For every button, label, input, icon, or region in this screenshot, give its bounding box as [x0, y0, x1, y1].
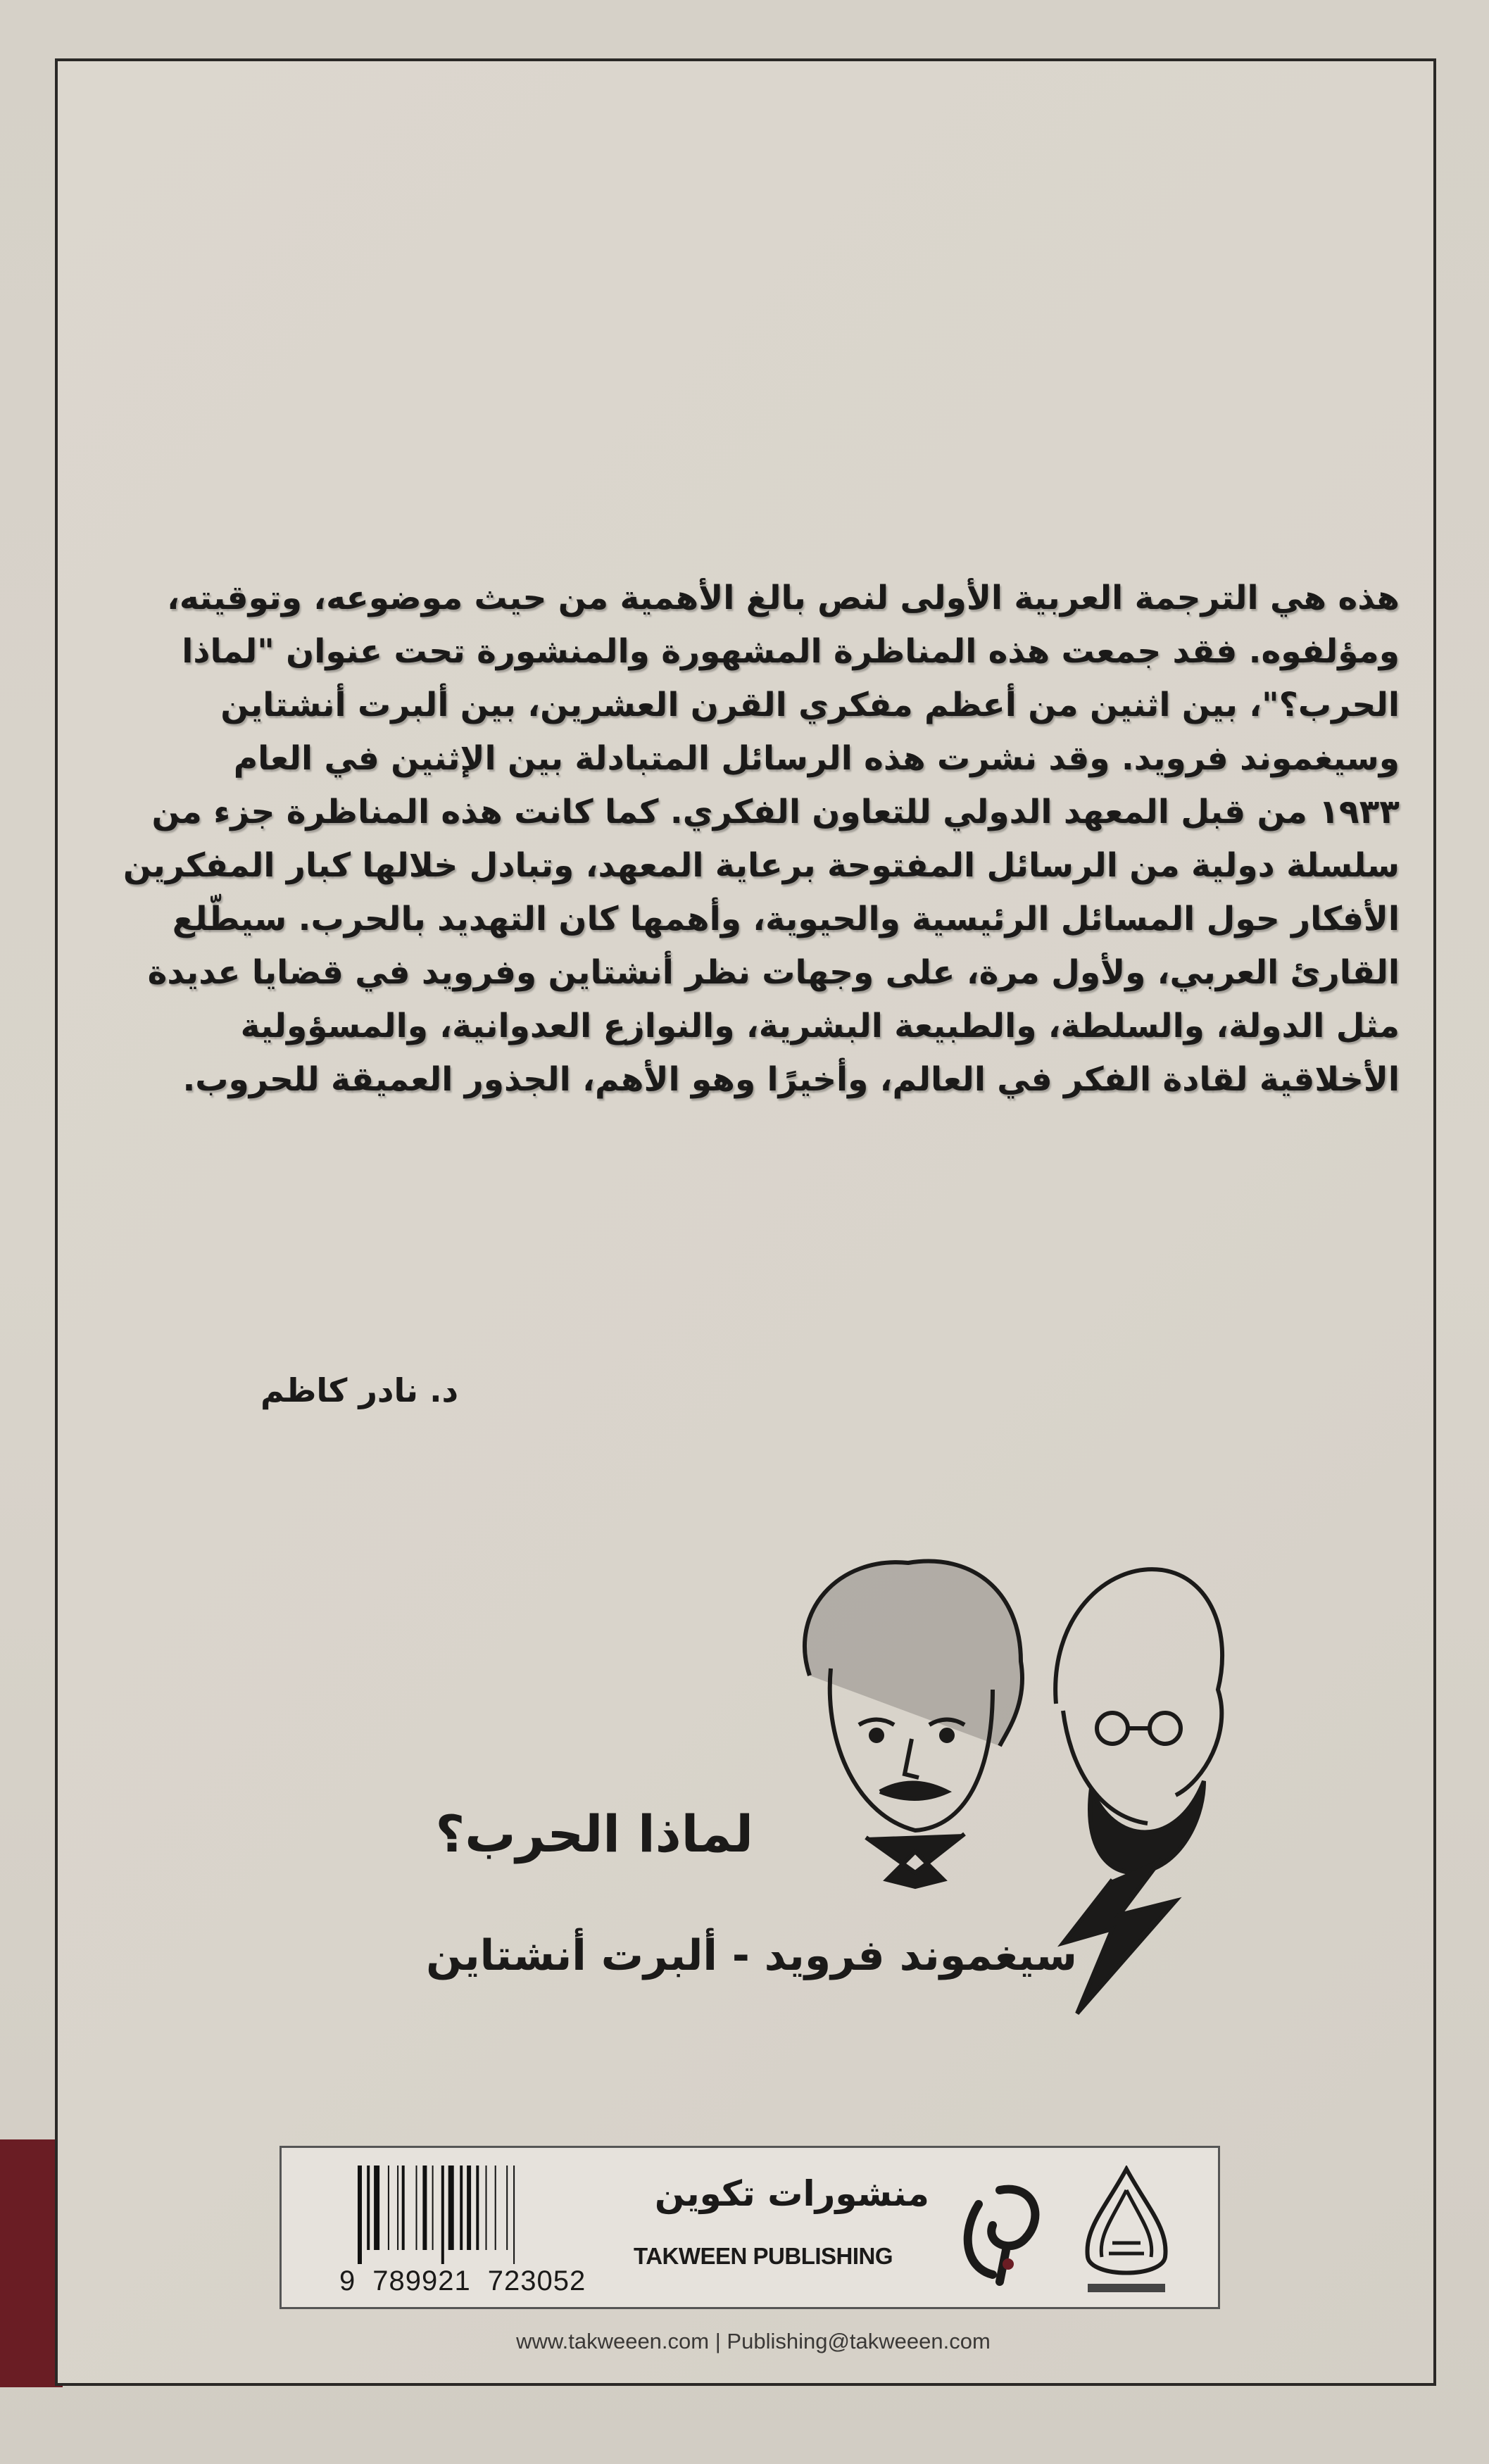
blurb-line: الأخلاقية لقادة الفكر في العالم، وأخيرًا وهو الأهم، الجذور العميقة للحروب. — [182, 1060, 1400, 1099]
isbn-part: 723052 — [487, 2265, 586, 2296]
publisher-box — [279, 2146, 1220, 2309]
publisher-contact — [493, 2327, 1014, 2356]
blurb-line: ١٩٣٣ من قبل المعهد الدولي للتعاون الفكري. كما كانت هذه المناظرة جزء من — [151, 793, 1400, 831]
isbn-part: 9 — [339, 2265, 356, 2296]
barcode-bar — [506, 2166, 508, 2250]
freud-portrait — [1055, 1569, 1222, 2013]
blurb-line: الأفكار حول المسائل الرئيسية والحيوية، وأهمها كان التهديد بالحرب. سيطّلع — [172, 900, 1400, 938]
blurb-signature: د. نادر كاظم — [260, 1371, 459, 1409]
barcode-bar — [402, 2166, 405, 2250]
barcode-bar — [374, 2166, 379, 2250]
barcode-bar — [432, 2166, 434, 2250]
isbn-part: 789921 — [372, 2265, 471, 2296]
barcode-bar — [486, 2166, 487, 2250]
contact-separator: | — [715, 2329, 721, 2353]
blurb-line: مثل الدولة، والسلطة، والطبيعة البشرية، والنوازع العدوانية، والمسؤولية — [240, 1007, 1400, 1045]
book-title: لماذا الحرب؟ — [435, 1804, 753, 1863]
blurb-line: هذه هي الترجمة العربية الأولى لنص بالغ الأهمية من حيث موضوعه، وتوقيته، — [167, 579, 1400, 617]
spine-strip — [0, 2139, 63, 2387]
isbn-number — [339, 2264, 603, 2298]
barcode-bar — [495, 2166, 496, 2250]
book-authors: سيغموند فرويد - ألبرت أنشتاين — [426, 1931, 1077, 1980]
publisher-name-arabic: منشورات تكوين — [654, 2173, 929, 2214]
barcode-bar — [513, 2166, 515, 2264]
blurb-line: سلسلة دولية من الرسائل المفتوحة برعاية المعهد، وتبادل خلالها كبار المفكرين — [122, 846, 1400, 885]
barcode-bar — [460, 2166, 463, 2250]
barcode — [352, 2166, 563, 2264]
barcode-bar — [476, 2166, 479, 2250]
barcode-bar — [358, 2166, 362, 2264]
blurb-line: وسيغموند فرويد. وقد نشرت هذه الرسائل المتبادلة بين الإثنين في العام — [233, 739, 1400, 778]
barcode-bar — [416, 2166, 417, 2250]
barcode-bar — [388, 2166, 389, 2250]
back-cover-blurb — [122, 572, 1400, 1107]
blurb-line: القارئ العربي، ولأول مرة، على وجهات نظر أنشتاين وفرويد في قضايا عديدة — [147, 953, 1400, 992]
publisher-name-english: TAKWEEN PUBLISHING — [634, 2243, 893, 2269]
barcode-bar — [441, 2166, 444, 2264]
barcode-bar — [367, 2166, 370, 2250]
blurb-line: ومؤلفوه. فقد جمعت هذه المناظرة المشهورة والمنشورة تحت عنوان "لماذا — [182, 632, 1400, 671]
blurb-line: الحرب؟"، بين اثنين من أعظم مفكري القرن العشرين، بين ألبرت أنشتاين — [220, 686, 1400, 724]
barcode-bar — [448, 2166, 454, 2250]
barcode-bar — [397, 2166, 398, 2250]
takween-logo-icon — [957, 2176, 1049, 2289]
partner-publisher-logo-icon — [1077, 2166, 1176, 2299]
einstein-portrait — [805, 1561, 1022, 1887]
email-link[interactable]: Publishing@takweeen.com — [727, 2329, 991, 2353]
barcode-bar — [422, 2166, 427, 2250]
cover-frame — [55, 58, 1436, 2386]
barcode-bar — [467, 2166, 471, 2250]
website-link[interactable]: www.takweeen.com — [516, 2329, 710, 2353]
